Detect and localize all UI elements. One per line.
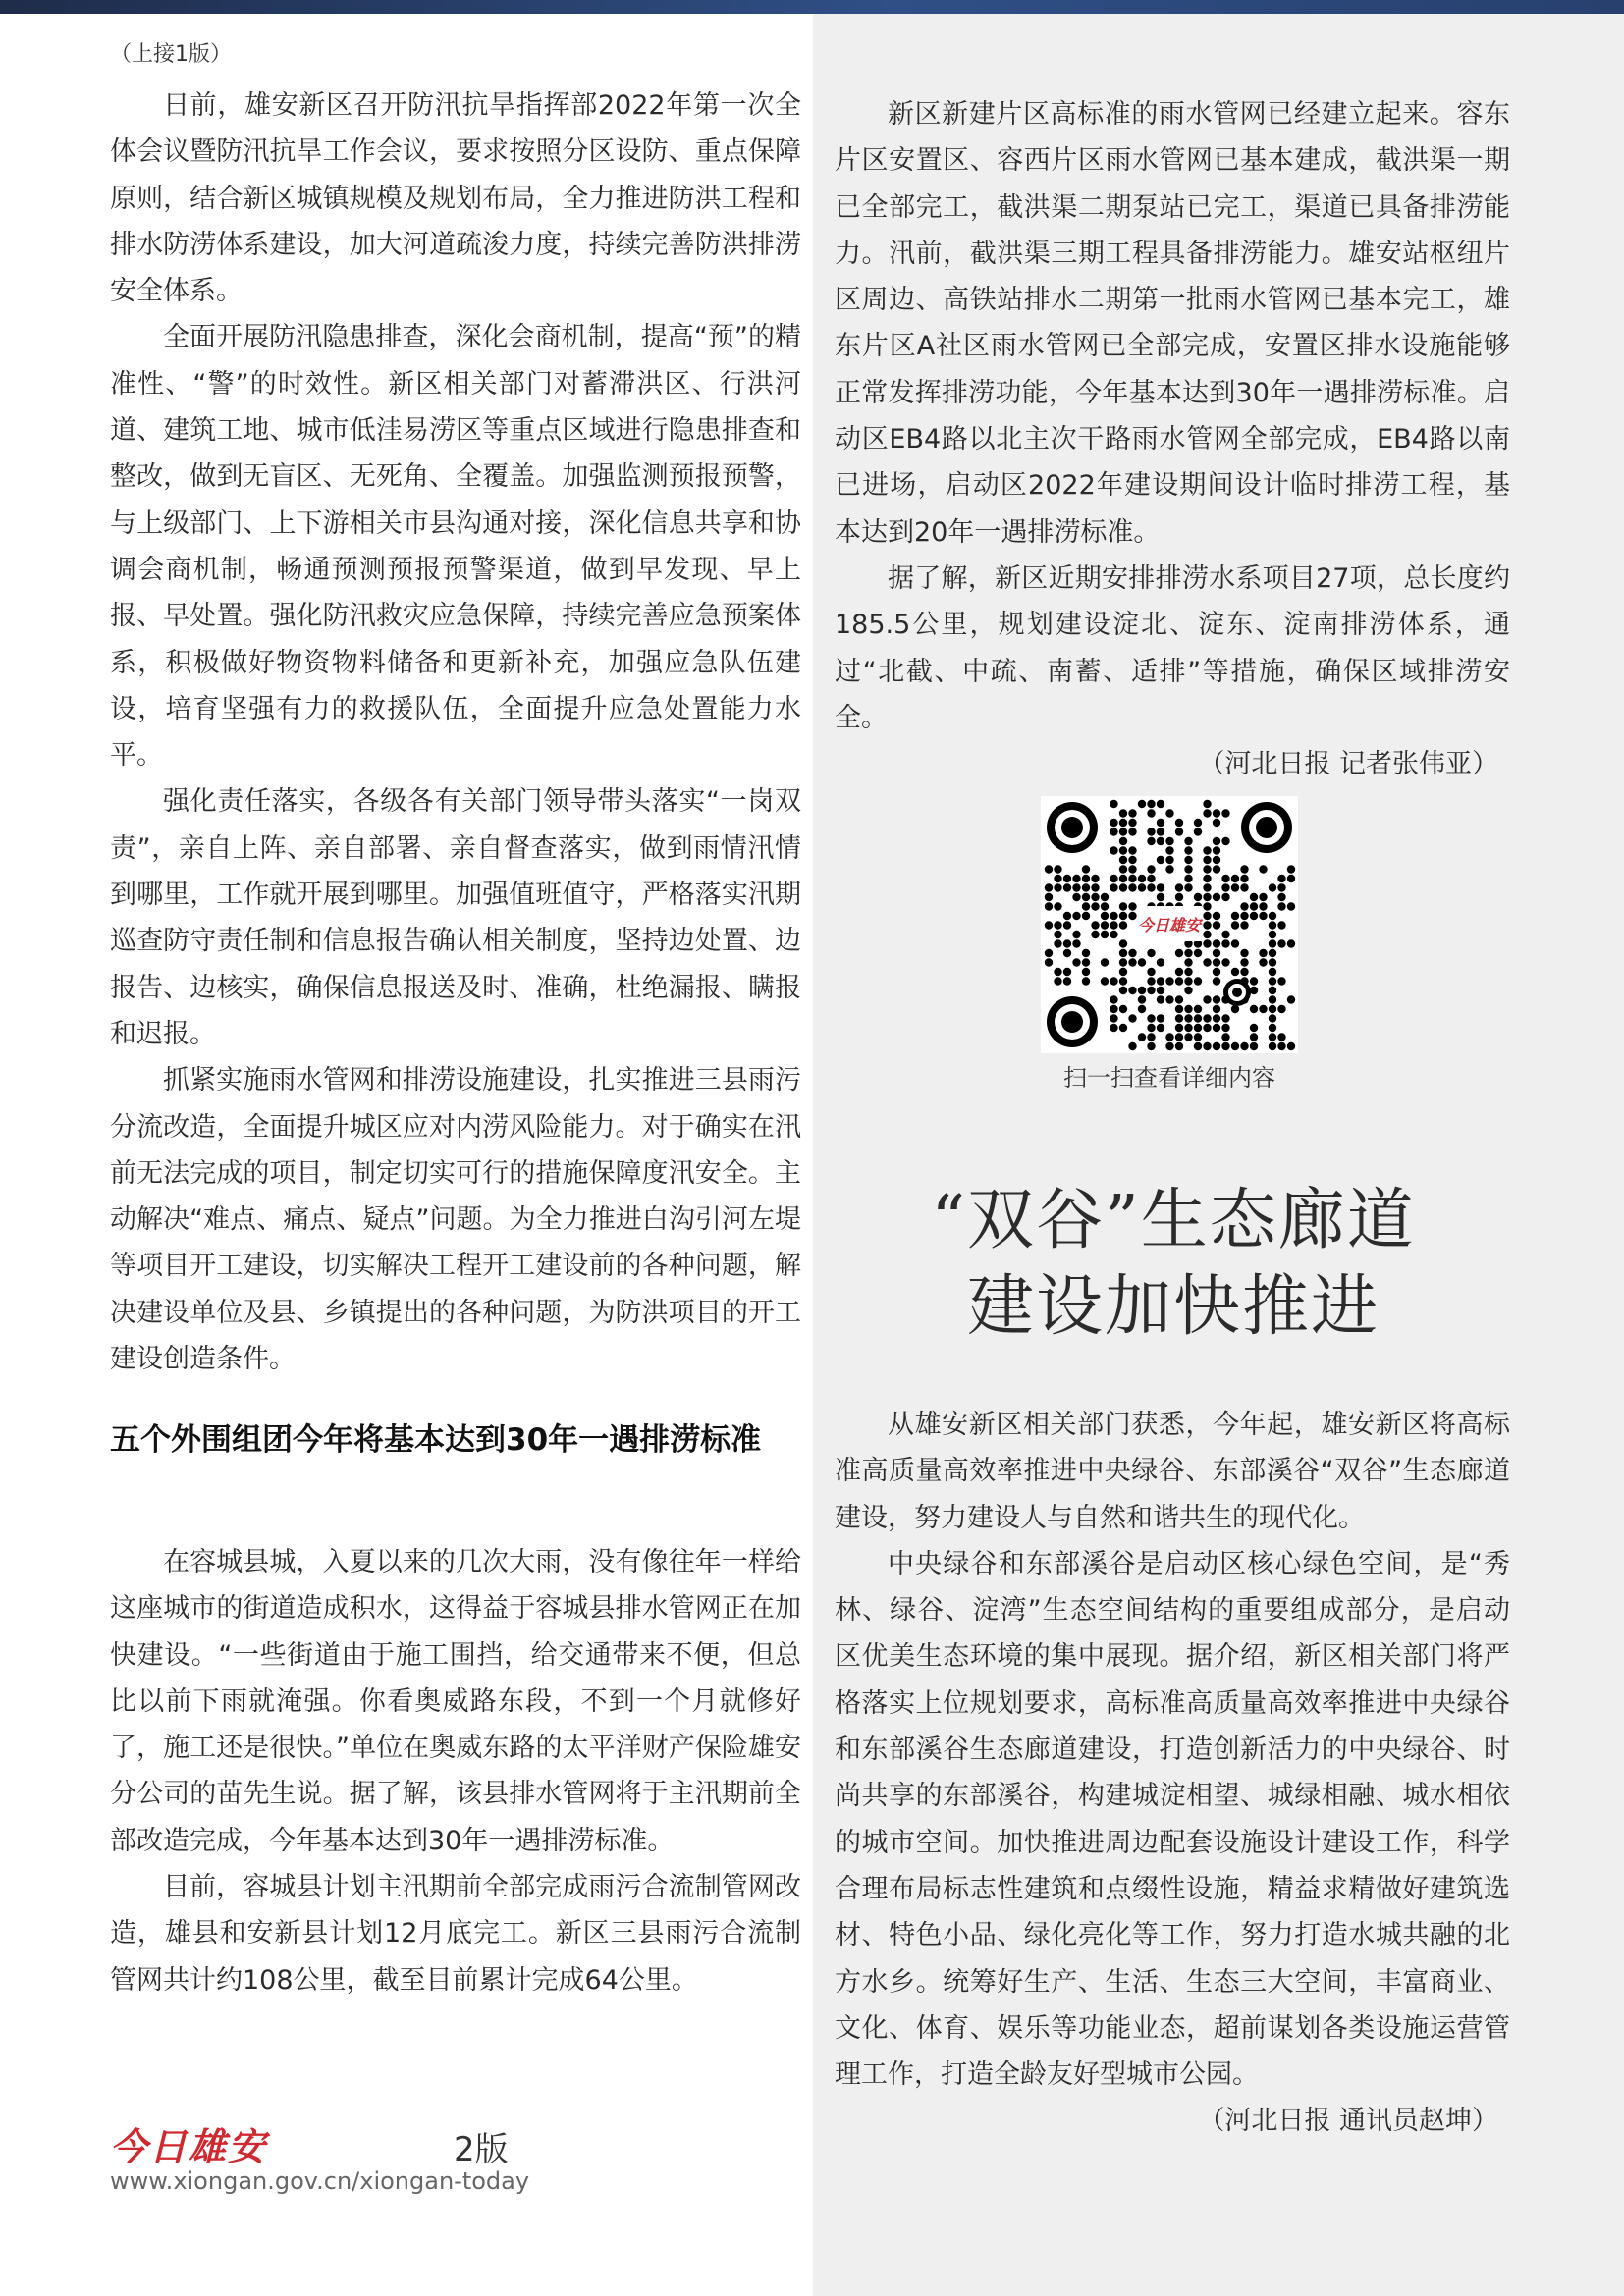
left-article-body-2 xyxy=(110,1539,801,2003)
qr-caption: 扫一扫查看详细内容 xyxy=(1063,1064,1275,1092)
paragraph: 新区新建片区高标准的雨水管网已经建立起来。容东片区安置区、容西片区雨水管网已基本建成，截洪渠一期已全部完工，截洪渠二期泵站已完工，渠道已具备排涝能力。汛前，截洪渠三期工程具备排涝能力。雄安站枢纽片区周边、高铁站排水二期第一批雨水管网已基本完工，雄东片区A社区雨水管网已全部完成，安置区排水设施能够正常发挥排涝功能，今年基本达到30年一遇排涝标准。启动区EB4路以北主次干路雨水管网全部完成，EB4路以南已进场，启动区2022年建设期间设计临时排涝工程，基本达到20年一遇排涝标准。 xyxy=(835,99,1510,548)
right-article-body-2 xyxy=(835,1402,1510,2145)
site-url-link[interactable]: www.xiongan.gov.cn/xiongan-today xyxy=(110,2167,530,2195)
byline: （河北日报 记者张伟亚） xyxy=(1198,749,1498,780)
qr-code[interactable] xyxy=(1041,796,1298,1053)
paragraph: 日前，雄安新区召开防汛抗旱指挥部2022年第一次全体会议暨防汛抗旱工作会议，要求按照分区设防、重点保障原则，结合新区城镇规模及规划布局，全力推进防洪工程和排水防涝体系建设，加大河道疏浚力度，持续完善防洪排涝安全体系。 xyxy=(110,90,801,307)
byline: （河北日报 通讯员赵坤） xyxy=(1198,2106,1498,2137)
page-number: 2版 xyxy=(454,2130,509,2169)
paragraph: 从雄安新区相关部门获悉，今年起，雄安新区将高标准高质量高效率推进中央绿谷、东部溪谷“双谷”生态廊道建设，努力建设人与自然和谐共生的现代化。 xyxy=(835,1410,1510,1533)
paragraph: 目前，容城县计划主汛期前全部完成雨污合流制管网改造，雄县和安新县计划12月底完工。新区三县雨污合流制管网共计约108公里，截至目前累计完成64公里。 xyxy=(110,1872,801,1996)
paragraph: 中央绿谷和东部溪谷是启动区核心绿色空间，是“秀林、绿谷、淀湾”生态空间结构的重要组成部分，是启动区优美生态环境的集中展现。据介绍，新区相关部门将严格落实上位规划要求，高标准高质量高效率推进中央绿谷和东部溪谷生态廊道建设，打造创新活力的中央绿谷、时尚共享的东部溪谷，构建城淀相望、城绿相融、城水相依的城市空间。加快推进周边配套设施设计建设工作，科学合理布局标志性建筑和点缀性设施，精益求精做好建筑选材、特色小品、绿化亮化等工作，努力打造水城共融的北方水乡。统筹好生产、生活、生态三大空间，丰富商业、文化、体育、娱乐等功能业态，超前谋划各类设施运营管理工作，打造全龄友好型城市公园。 xyxy=(835,1548,1510,2091)
paragraph: 据了解，新区近期安排排涝水系项目27项，总长度约185.5公里，规划建设淀北、淀东、淀南排涝体系，通过“北截、中疏、南蓄、适排”等措施，确保区域排涝安全。 xyxy=(835,562,1510,733)
qr-code-icon xyxy=(1041,796,1298,1053)
article-headline xyxy=(864,1178,1483,1351)
section-subheading: 五个外围组团今年将基本达到30年一遇排涝标准 xyxy=(110,1422,762,1458)
paragraph: 在容城县城，入夏以来的几次大雨，没有像往年一样给这座城市的街道造成积水，这得益于容城县排水管网正在加快建设。“一些街道由于施工围挡，给交通带来不便，但总比以前下雨就淹强。你看奥威路东段，不到一个月就修好了，施工还是很快。”单位在奥威东路的太平洋财产保险雄安分公司的苗先生说。据了解，该县排水管网将于主汛期前全部改造完成，今年基本达到30年一遇排涝标准。 xyxy=(110,1547,801,1856)
headline-line-2: 建设加快推进 xyxy=(966,1268,1380,1346)
paragraph: 强化责任落实，各级各有关部门领导带头落实“一岗双责”，亲自上阵、亲自部署、亲自督查落实，做到雨情汛情到哪里，工作就开展到哪里。加强值班值守，严格落实汛期巡查防守责任制和信息报告确认相关制度，坚持边处置、边报告、边核实，确保信息报送及时、准确，杜绝漏报、瞒报和迟报。 xyxy=(110,786,801,1049)
continued-from-note: （上接1版） xyxy=(110,42,232,67)
left-article-body xyxy=(110,82,801,1382)
right-article-body xyxy=(835,91,1510,787)
qr-logo-label: 今日雄安 xyxy=(1137,916,1202,934)
paragraph: 抓紧实施雨水管网和排涝设施建设，扎实推进三县雨污分流改造，全面提升城区应对内涝风险能力。对于确实在汛前无法完成的项目，制定切实可行的措施保障度汛安全。主动解决“难点、痛点、疑点”问题。为全力推进白沟引河左堤等项目开工建设，切实解决工程开工建设前的各种问题，解决建设单位及县、乡镇提出的各种问题，为防洪项目的开工建设创造条件。 xyxy=(110,1065,801,1375)
newspaper-logo: 今日雄安 xyxy=(110,2124,268,2168)
headline-line-1: “双谷”生态廊道 xyxy=(931,1182,1416,1259)
paragraph: 全面开展防汛隐患排查，深化会商机制，提高“预”的精准性、“警”的时效性。新区相关部门对蓄滞洪区、行洪河道、建筑工地、城市低洼易涝区等重点区域进行隐患排查和整改，做到无盲区、无死角、全覆盖。加强监测预报预警，与上级部门、上下游相关市县沟通对接，深化信息共享和协调会商机制，畅通预测预报预警渠道，做到早发现、早上报、早处置。强化防汛救灾应急保障，持续完善应急预案体系，积极做好物资物料储备和更新补充，加强应急队伍建设，培育坚强有力的救援队伍，全面提升应急处置能力水平。 xyxy=(110,322,801,772)
top-color-bar xyxy=(0,0,1624,14)
